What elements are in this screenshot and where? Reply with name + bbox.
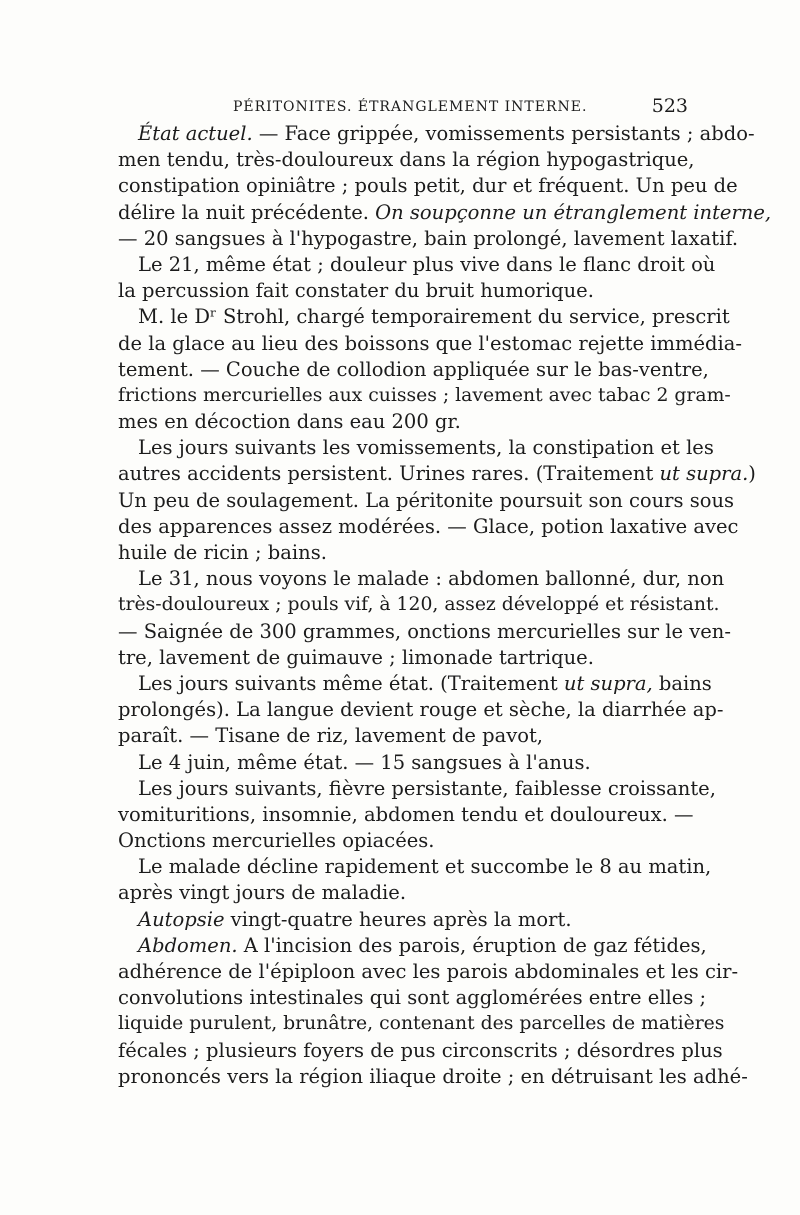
line-text: délire la nuit précédente. (118, 200, 376, 224)
text-line: adhérence de l'épiploon avec les parois abdominales et les cir- (118, 960, 739, 983)
text-line: des apparences assez modérées. — Glace, potion laxative avec (118, 514, 739, 538)
text-line: Les jours suivants les vomissements, la constipation et les (138, 436, 714, 460)
line-text: A l'incision des parois, éruption de gaz fétides, (237, 933, 707, 957)
text-line (118, 200, 772, 226)
text-line: frictions mercurielles aux cuisses ; lavement avec tabac 2 gram- (118, 384, 731, 406)
page-header (118, 95, 688, 119)
text-line: — Saignée de 300 grammes, onctions mercurielles sur le ven- (118, 619, 731, 643)
text-line: men tendu, très-douloureux dans la région hypogastrique, (118, 148, 695, 172)
text-line: liquide purulent, brunâtre, contenant des parcelles de matières (118, 1013, 725, 1035)
text-line: huile de ricin ; bains. (118, 541, 327, 564)
text-line: prononcés vers la région iliaque droite ; en détruisant les adhé- (118, 1064, 748, 1088)
text-line: convolutions intestinales qui sont agglomérées entre elles ; (118, 986, 707, 1010)
emphasis: ut supra, (563, 671, 653, 695)
text-line: Un peu de soulagement. La péritonite poursuit son cours sous (118, 488, 735, 512)
text-line: prolongés). La langue devient rouge et sèche, la diarrhée ap- (118, 698, 724, 722)
text-line: — 20 sangsues à l'hypogastre, bain prolongé, lavement laxatif. (118, 226, 739, 250)
emphasis: Abdomen. (138, 933, 238, 957)
line-text: — Face grippée, vomissements persistants ; abdo- (252, 122, 755, 145)
text-line: très-douloureux ; pouls vif, à 120, assez développé et résistant. (118, 594, 720, 616)
emphasis: On soupçonne un étranglement interne, (375, 200, 772, 224)
text-line: Le 31, nous voyons le malade : abdomen ballonné, dur, non (138, 567, 725, 591)
page-number: 523 (651, 95, 688, 117)
text-line: paraît. — Tisane de riz, lavement de pavot, (118, 724, 544, 748)
text-line (118, 907, 690, 933)
text-line: Le 4 juin, même état. — 15 sangsues à l'anus. (138, 750, 591, 774)
line-text: Les jours suivants même état. (Traitement (138, 671, 564, 695)
line-text: ) (748, 462, 756, 486)
line-text: autres accidents persistent. Urines rares. (Traitement (118, 462, 660, 486)
text-line: Les jours suivants, fièvre persistante, faiblesse croissante, (138, 776, 716, 800)
text-line: constipation opiniâtre ; pouls petit, dur et fréquent. Un peu de (118, 174, 738, 198)
text-line: fécales ; plusieurs foyers de pus circonscrits ; désordres plus (118, 1038, 723, 1062)
text-line (118, 121, 755, 147)
text-line (118, 933, 707, 959)
text-line: mes en décoction dans eau 200 gr. (118, 410, 461, 434)
text-line: Le malade décline rapidement et succombe le 8 au matin, (138, 855, 712, 879)
line-text: bains (652, 671, 712, 695)
emphasis: ut supra. (659, 462, 749, 486)
text-line (118, 461, 756, 487)
text-line: M. le Dʳ Strohl, chargé temporairement du service, prescrit (138, 305, 730, 329)
text-line: après vingt jours de maladie. (118, 881, 407, 905)
emphasis: État actuel. (138, 122, 253, 145)
text-line (118, 671, 712, 697)
running-head: PÉRITONITES. ÉTRANGLEMENT INTERNE. (233, 99, 588, 115)
text-line: la percussion fait constater du bruit humorique. (118, 279, 594, 303)
text-line: Onctions mercurielles opiacées. (118, 829, 435, 853)
body-text (118, 121, 772, 1090)
text-line: tement. — Couche de collodion appliquée sur le bas-ventre, (118, 357, 709, 381)
text-line: tre, lavement de guimauve ; limonade tartrique. (118, 645, 594, 669)
emphasis: Autopsie (138, 907, 225, 931)
line-text: vingt-quatre heures après la mort. (224, 907, 572, 931)
text-line: vomituritions, insomnie, abdomen tendu et douloureux. — (118, 802, 694, 826)
text-line: Le 21, même état ; douleur plus vive dans le flanc droit où (138, 252, 716, 276)
text-line: de la glace au lieu des boissons que l'estomac rejette immédia- (118, 331, 742, 355)
